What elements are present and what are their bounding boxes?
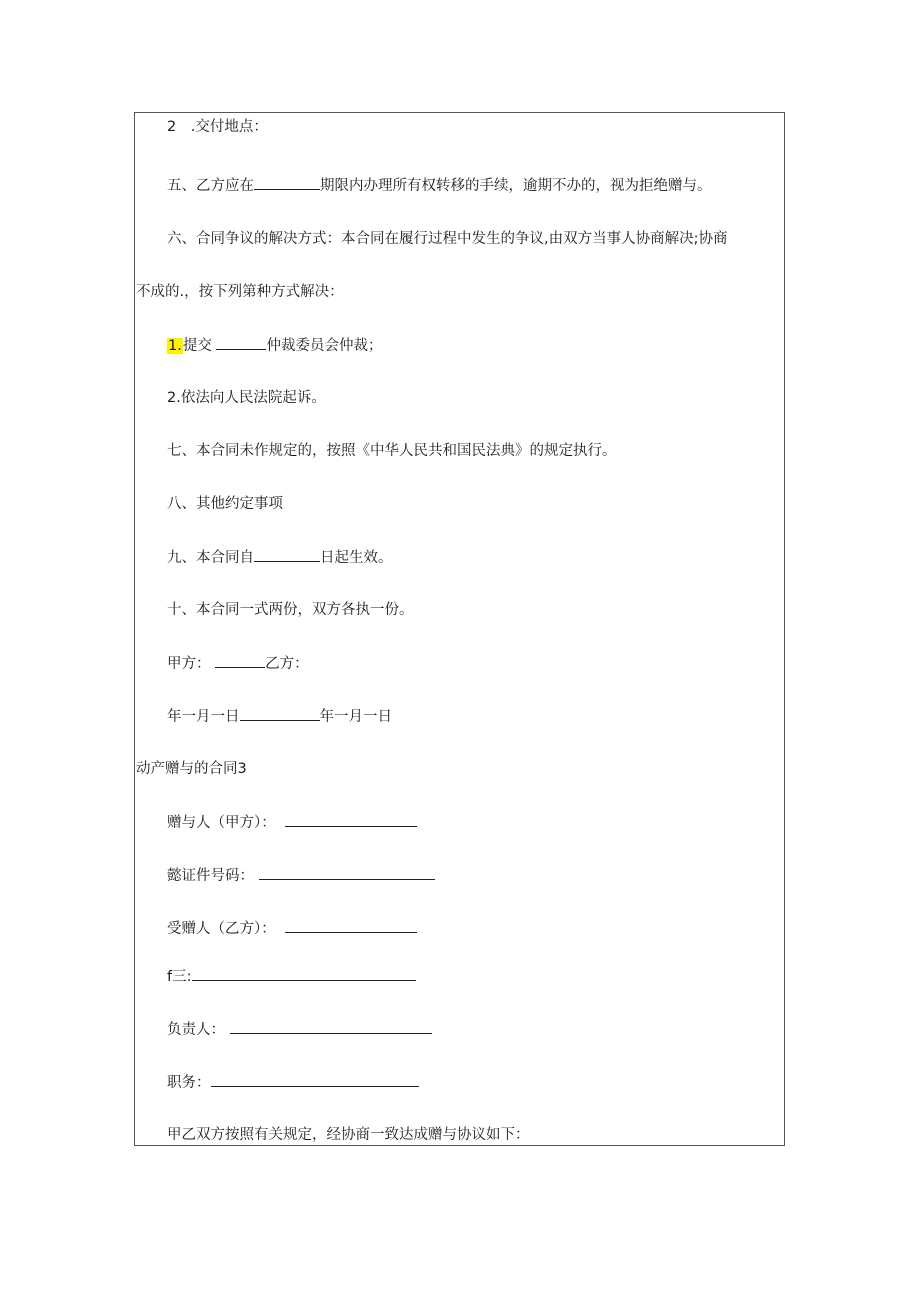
agreement-intro-text: 甲乙双方按照有关规定，经协商一致达成赠与协议如下： [167, 1127, 530, 1143]
party-a-label: 甲方： [167, 656, 211, 672]
clause-6-text: 六、合同争议的解决方式：本合同在履行过程中发生的争议,由双方当事人协商解决;协商 [167, 231, 728, 247]
option-1-text-b: 仲裁委员会仲裁； [266, 338, 383, 354]
clause-10 [167, 600, 414, 620]
date-blank [240, 706, 320, 721]
clause-5-text-b: 期限内办理所有权转移的手续，逾期不办的，视为拒绝赠与。 [320, 178, 712, 194]
donor-field [167, 812, 417, 833]
clause-10-text: 十、本合同一式两份，双方各执一份。 [167, 602, 414, 618]
clause-7 [167, 441, 617, 461]
clause-9-blank [254, 547, 320, 562]
section-title-text: 动产赠与的合同3 [136, 761, 247, 777]
clause-6-continued [136, 282, 344, 302]
responsible-person-blank [230, 1019, 432, 1034]
clause-5-blank [254, 175, 320, 190]
option-2-text: 2.依法向人民法院起诉。 [167, 390, 326, 406]
option-1 [167, 335, 382, 356]
address-label: f三: [167, 969, 192, 985]
party-b-label: 乙方： [265, 656, 309, 672]
party-a-blank [215, 653, 265, 668]
id-number-blank [259, 865, 435, 880]
clause-8 [167, 494, 283, 514]
date-a-text: 年一月一日 [167, 709, 240, 725]
document-frame [134, 112, 785, 1146]
agreement-intro [167, 1125, 530, 1145]
clause-6 [167, 229, 728, 249]
donee-blank [285, 918, 417, 933]
delivery-location-text: 2 .交付地点： [167, 119, 268, 135]
clause-5-text-a: 五、乙方应在 [167, 178, 254, 194]
clause-5 [167, 175, 712, 196]
donee-field [167, 918, 417, 939]
position-field [167, 1072, 419, 1093]
donor-blank [285, 812, 417, 827]
clause-7-text: 七、本合同未作规定的，按照《中华人民共和国民法典》的规定执行。 [167, 443, 617, 459]
option-1-text-a: 提交 [182, 338, 212, 354]
id-number-label: 懿证件号码： [167, 868, 254, 884]
donee-label: 受赠人（乙方）： [167, 921, 276, 937]
delivery-location-line [167, 117, 268, 137]
responsible-person-label: 负责人： [167, 1022, 225, 1038]
signature-parties [167, 653, 309, 674]
section-title [136, 759, 247, 779]
option-2 [167, 388, 326, 408]
clause-9 [167, 547, 393, 568]
clause-8-text: 八、其他约定事项 [167, 496, 283, 512]
id-number-field [167, 865, 435, 886]
signature-dates [167, 706, 392, 727]
date-b-text: 年一月一日 [319, 709, 392, 725]
option-1-number-highlight: 1. [168, 338, 182, 354]
position-label: 职务： [167, 1075, 211, 1091]
clause-9-text-b: 日起生效。 [320, 550, 393, 566]
address-field [167, 966, 416, 987]
address-blank [192, 966, 416, 981]
donor-label: 赠与人（甲方）： [167, 815, 276, 831]
option-1-blank [216, 335, 266, 350]
position-blank [211, 1072, 419, 1087]
clause-9-text-a: 九、本合同自 [167, 550, 254, 566]
clause-6-continued-text: 不成的.，按下列第种方式解决： [136, 284, 344, 300]
responsible-person-field [167, 1019, 432, 1040]
